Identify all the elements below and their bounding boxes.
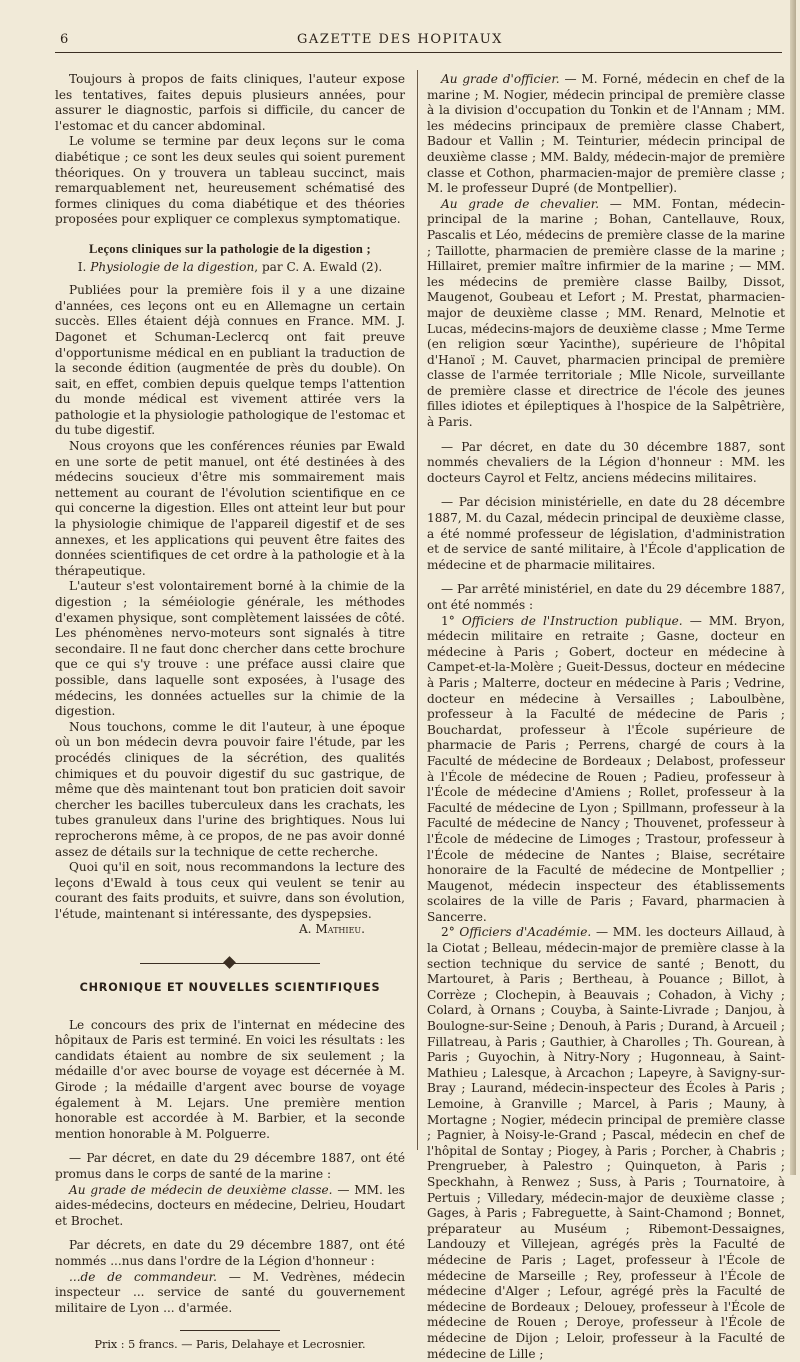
- author-signature: A. Mathieu.: [298, 922, 365, 937]
- paragraph-rest: — MM. Fontan, médecin-principal de la marine ; Bohan, Cantellauve, Roux, Pascalis et Léo, médecins de première classe de la marine ; Taillotte, pharmacien de première classe de la marine ; Hillairet, premier maître infirmier de la marine ; — MM. les médecins de première classe Bailby, Dissot, Maugenot, Goubeau et Lefort ; M. Prestat, pharmacien-major de deuxième classe ; MM. Renard, Melnotie et Lucas, médecins-majors de deuxième classe ; Mme Terme (en religion sœur Yacinthe), supérieure de l'hôpital d'Hanoï ; M. Cauvet, pharmacien principal de première classe de l'armée territoriale ; Mlle Nicole, surveillante de première classe et directrice de l'école des jeunes filles idiotes et épileptiques à l'hospice de la Salpêtrière, à Paris.: [427, 196, 786, 430]
- italic-lead: Au grade d'officier.: [441, 72, 560, 86]
- book-title-prefix: I.: [77, 259, 91, 274]
- page-header: [0, 30, 800, 56]
- paragraph-rest: — MM. les aides-médecins, docteurs en médecine, Delrieu, Houdart et Brochet.: [55, 1182, 405, 1228]
- paragraph: [55, 1183, 405, 1230]
- paragraph: Le concours des prix de l'internat en médecine des hôpitaux de Paris est terminé. En voici les résultats : les candidats étaient au nombre de six seulement ; la médaille d'or avec bourse de voyage est décernée à M. Girode ; la médaille d'argent avec bourse de voyage également à M. Lejars. Une première mention honorable est accordée à M. Barbier, et la seconde mention honorable à M. Polguerre.: [55, 1017, 405, 1141]
- paragraph: — Par arrêté ministériel, en date du 29 décembre 1887, ont été nommés :: [427, 582, 785, 612]
- italic-lead: Au grade de chevalier.: [441, 196, 600, 211]
- paragraph: Publiées pour la première fois il y a une dizaine d'années, ces leçons ont eu en Allemagne un certain succès. Elles étaient déjà connues en France. MM. J. Dagonet et Schuman-Leclercq ont fait preuve d'opportunisme médical en en publiant la traduction de la seconde édition (augmentée de près du double). On sait, en effet, combien depuis quelque temps l'attention du monde médical est vivement attirée vers la pathologie et la physiologie pathologique de l'estomac et du tube digestif.: [55, 283, 405, 438]
- paragraph: Nous croyons que les conférences réunies par Ewald en une sorte de petit manuel, ont été destinées à des médecins soucieux d'être mis sommairement mais nettement au courant de l'évolution scientifique en ce qui concerne la digestion. Elles ont atteint leur but pour la physiologie chimique de l'appareil digestif et de ses annexes, et les applications qui peuvent être faites des données scientifiques de cet ordre à la pathologie et à la thérapeutique.: [55, 439, 405, 578]
- section-title: Leçons cliniques sur la pathologie de la digestion ;: [88, 241, 372, 256]
- italic-lead: Officiers d'Académie.: [459, 925, 592, 940]
- paragraph: — Par décret, en date du 29 décembre 1887, ont été promus dans le corps de santé de la marine :: [55, 1151, 405, 1181]
- left-column: [55, 72, 405, 1353]
- paragraph: Toujours à propos de faits cliniques, l'auteur expose les tentatives, faites depuis plusieurs années, pour assurer le diagnostic, parfois si difficile, du cancer de l'estomac et du cancer abdominal.: [55, 72, 405, 133]
- footer-rule: [180, 1330, 280, 1331]
- book-title-suffix: , par C. A. Ewald (2).: [254, 259, 383, 274]
- right-column: [427, 72, 785, 1362]
- paragraph: L'auteur s'est volontairement borné à la chimie de la digestion ; la séméiologie générale, les méthodes d'examen physique, sont complètement laissées de côté. Les phénomènes nervo-moteurs sont signalés à titre secondaire. Il ne faut donc chercher dans cette brochure que ce qui s'y trouve : une préface aussi claire que possible, dans laquelle sont exposées, à l'usage des médecins, les données actuelles sur la chimie de la digestion.: [55, 579, 405, 719]
- paragraph: [427, 72, 785, 197]
- italic-lead: ...de de commandeur.: [69, 1269, 217, 1284]
- page-edge: [790, 0, 796, 1175]
- chronique-title: CHRONIQUE ET NOUVELLES SCIENTIFIQUES: [79, 981, 381, 995]
- paragraph-rest: — MM. Bryon, médecin militaire en retraite ; Gasne, docteur en médecine à Paris ; Gobert, docteur en médecine à Campet-et-la-Molère ; Gueit-Dessus, docteur en médecine à Paris ; Malterre, docteur en médecine à Paris ; Vedrine, docteur en médecine à Versailles ; Laboulbène, professeur à la Faculté de médecine de Paris ; Bouchardat, professeur à l'École supérieure de pharmacie de Paris ; Perrens, chargé de cours à la Faculté de médecine de Bordeaux ; Delabost, professeur à l'École de médecine de Rouen ; Padieu, professeur à l'École de médecine d'Amiens ; Rollet, professeur à la Faculté de médecine de Lyon ; Spillmann, professeur à la Faculté de médecine de Nancy ; Thouvenet, professeur à l'École de médecine de Limoges ; Trastour, professeur à l'École de médecine de Nantes ; Blaise, secrétaire honoraire de la Faculté de médecine de Montpellier ; Maugenot, médecin inspecteur des établissements scolaires de la ville de Paris ; Favard, pharmacien à Sancerre.: [427, 613, 785, 924]
- paragraph: [427, 925, 785, 1362]
- paragraph: Le volume se termine par deux leçons sur le coma diabétique ; ce sont les deux seules qui soient purement théoriques. On y trouvera un tableau succinct, mais remarquablement net, heureusement schématisé des formes cliniques du coma diabétique et des théories proposées pour expliquer ce complexus symptomatique.: [55, 134, 405, 227]
- ornament-diamond: [223, 956, 236, 969]
- book-title-italic: Physiologie de la digestion: [90, 259, 255, 274]
- ornament-divider: [55, 960, 405, 966]
- list-number: 1°: [441, 613, 462, 628]
- list-number: 2°: [441, 925, 460, 940]
- header-rule: [55, 52, 782, 53]
- paragraph-rest: — M. Forné, médecin en chef de la marine ; M. Nogier, médecin principal de première classe à la division d'occupation du Tonkin et de l'Annam ; MM. les médecins principaux de première classe Chabert, Badour et Vallin ; M. Teinturier, médecin principal de deuxième classe ; MM. Baldy, médecin-major de première classe et Cothon, pharmacien-major de première classe ; M. le professeur Dupré (de Montpellier).: [427, 72, 785, 196]
- running-title: GAZETTE DES HOPITAUX: [297, 32, 503, 47]
- italic-lead: Officiers de l'Instruction publique.: [461, 613, 683, 628]
- paragraph: [427, 197, 785, 431]
- paragraph: — Par décision ministérielle, en date du 28 décembre 1887, M. du Cazal, médecin principal de deuxième classe, a été nommé professeur de législation, d'administration et de service de santé militaire, à l'École d'application de médecine et de pharmacie militaires.: [427, 495, 785, 572]
- book-title: [55, 260, 405, 276]
- paragraph: Quoi qu'il en soit, nous recommandons la lecture des leçons d'Ewald à tous ceux qui veulent se tenir au courant des faits produits, et suivre, dans son évolution, l'étude, maintenant si intéressante, des dyspepsies.: [55, 860, 405, 921]
- paragraph: Par décrets, en date du 29 décembre 1887, ont été nommés ...nus dans l'ordre de la Légion d'honneur :: [55, 1238, 405, 1268]
- italic-lead: Au grade de médecin de deuxième classe.: [69, 1182, 333, 1197]
- paragraph: — Par décret, en date du 30 décembre 1887, sont nommés chevaliers de la Légion d'honneur : MM. les docteurs Cayrol et Feltz, anciens médecins militaires.: [427, 439, 785, 485]
- column-divider: [417, 70, 418, 1150]
- paragraph-rest: — MM. les docteurs Aillaud, à la Ciotat ; Belleau, médecin-major de première classe à la section technique du service de santé ; Benott, du Martouret, à Paris ; Bertheau, à Pouance ; Billot, à Corrèze ; Clochepin, à Beauvais ; Cohadon, à Vichy ; Colard, à Ornans ; Couyba, à Sainte-Livrade ; Danjou, à Boulogne-sur-Seine ; Denouh, à Paris ; Durand, à Arcueil ; Fillatreau, à Paris ; Gauthier, à Charolles ; Th. Gourean, à Paris ; Guyochin, à Nitry-Nory ; Hugonneau, à Saint-Mathieu ; Lalesque, à Arcachon ; Lapeyre, à Savigny-sur-Bray ; Laurand, médecin-inspecteur des Écoles à Paris ; Lemoine, à Granville ; Marcel, à Paris ; Mauny, à Mortagne ; Nogier, médecin principal de première classe ; Pagnier, à Noisy-le-Grand ; Pascal, médecin en chef de l'hôpital de Sontay ; Piogey, à Paris ; Porcher, à Chabris ; Prengrueber, à Palestro ; Quinqueton, à Paris ; Speckhahn, à Renwez ; Suss, à Paris ; Tournatoire, à Pertuis ; Villedary, médecin-major de deuxième classe ; Gages, à Paris ; Fabreguette, à Saint-Chamond ; Bonnet, préparateur au Muséum ; Ribemont-Dessaignes, Landouzy et Villejean, agrégés près la Faculté de médecine de Paris ; Laget, professeur à l'École de médecine de Marseille ; Rey, professeur à l'École de médecine d'Alger ; Lefour, agrégé près la Faculté de médecine de Bordeaux ; Delouey, professeur à l'École de médecine de Rouen ; Deroye, professeur à l'École de médecine de Dijon ; Leloir, professeur à la Faculté de médecine de Lille ;: [427, 925, 785, 1361]
- paragraph-rest: — M. Vedrènes, médecin inspecteur ... service de santé du gouvernement militaire de Lyon ... d'armée.: [55, 1269, 406, 1315]
- paragraph: [427, 614, 785, 926]
- paragraph: [55, 1270, 405, 1317]
- paragraph: Nous touchons, comme le dit l'auteur, à une époque où un bon médecin devra pouvoir faire l'étude, par les procédés cliniques de la sécrétion, des qualités chimiques et du pouvoir digestif du suc gastrique, de même que dès maintenant tout bon praticien doit savoir chercher les bacilles tuberculeux dans les crachats, les tubes granuleux dans l'urine des brightiques. Nous lui reprocherons même, à ce propos, de ne pas avoir donné assez de détails sur la technique de cette recherche.: [55, 719, 405, 859]
- page-number: 6: [60, 32, 69, 47]
- printer-line: Prix : 5 francs. — Paris, Delahaye et Lecrosnier.: [94, 1338, 366, 1352]
